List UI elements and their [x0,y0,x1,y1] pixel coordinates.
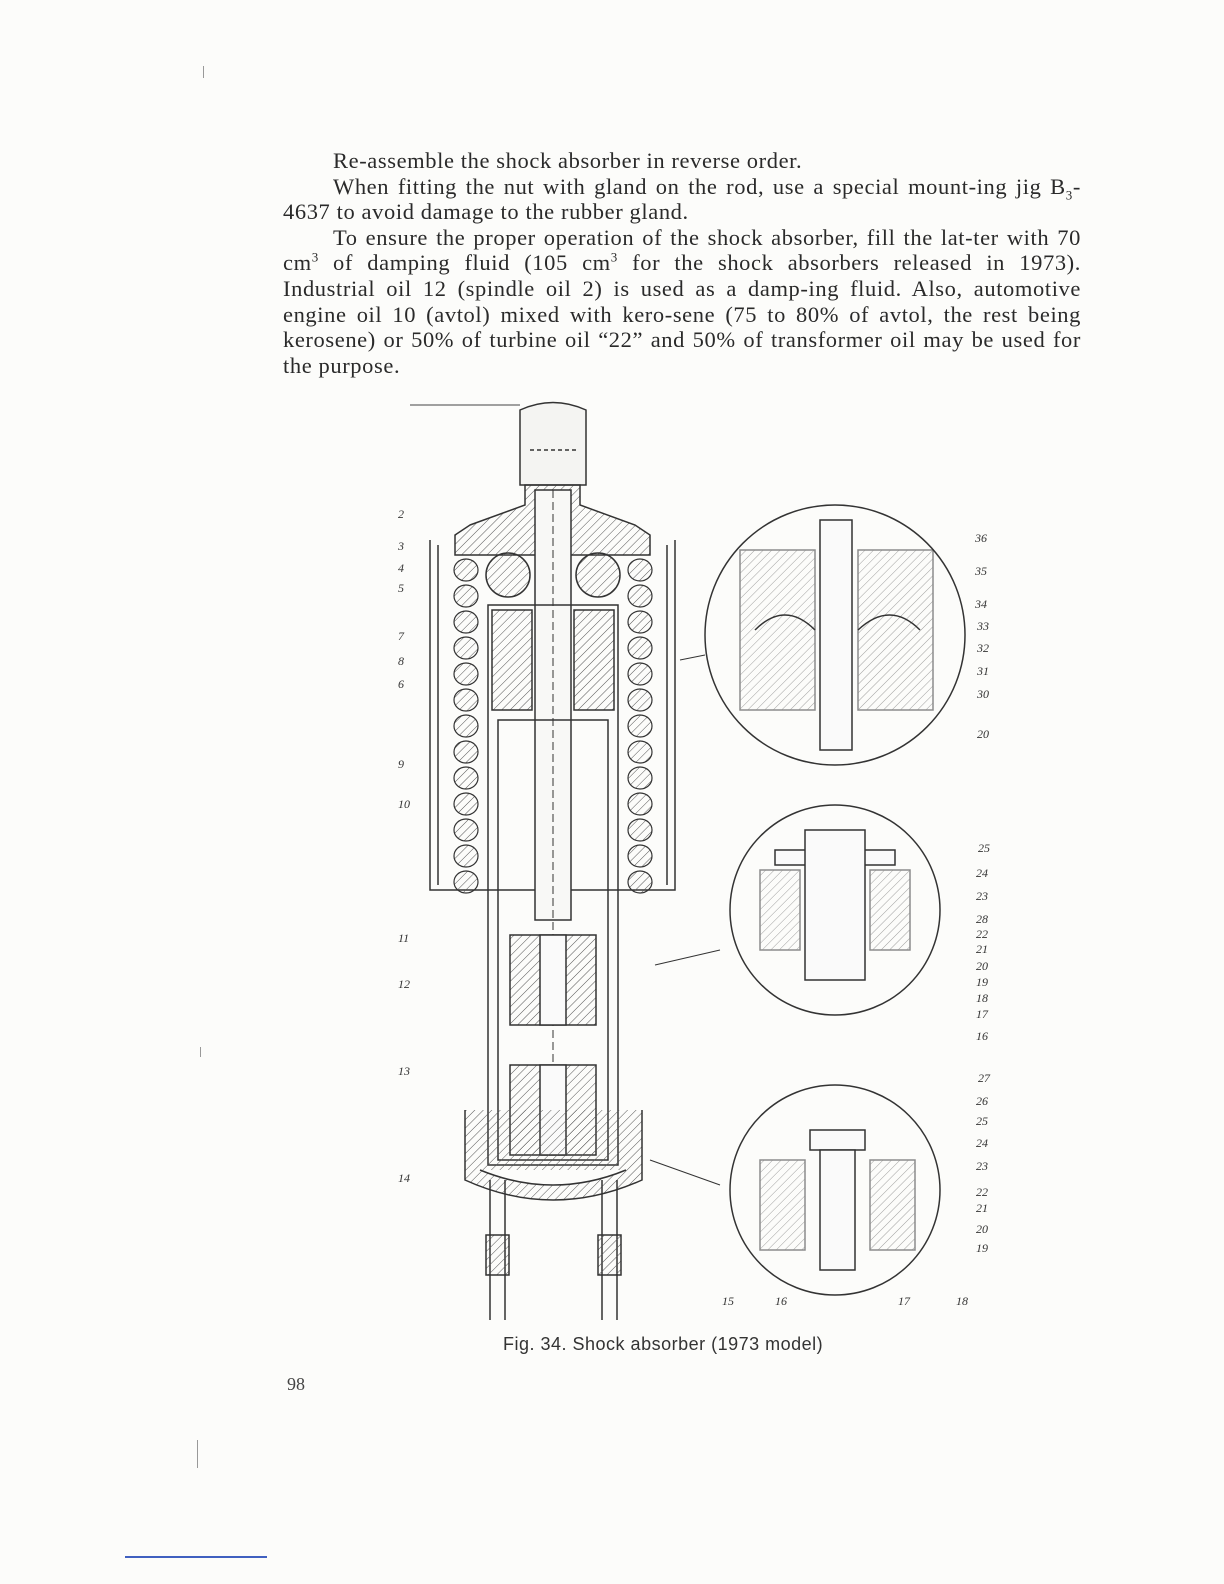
label-25: 25 [978,841,990,855]
label-3: 3 [398,539,404,553]
paragraph-reassemble: Re-assemble the shock absorber in reverse order. [333,148,803,173]
label-4: 4 [398,561,404,575]
label-15: 15 [722,1294,734,1308]
main-labels [397,507,410,1185]
detail-top [680,505,965,765]
label-18-bot: 18 [956,1294,968,1308]
label-19-bot: 19 [976,1241,988,1255]
label-24: 24 [976,866,988,880]
paragraph-damping-fluid: To ensure the proper operation of the shock absorber, fill the lat-ter with 70 $cm^3$ of damping fluid (105 $cm^3$ for the shock absorbers released in 1973). Industrial oil 12 (spindle oil 2) is used as a damp-ing fluid. Also, automotive engine oil 10 (avtol) mixed with kero-sene (75 to 80% of avtol, the rest being kerosene) or 50% of turbine oil “22” and 50% of transformer oil may be used for the purpose. [283,224,1081,378]
label-28: 28 [976,912,988,926]
margin-mark [197,1440,198,1468]
label-20-top: 20 [977,727,989,741]
figure-caption: Fig. 34. Shock absorber (1973 model) [503,1334,824,1354]
spring-coils-left [454,559,478,893]
label-32: 32 [977,641,989,655]
label-23: 23 [976,889,988,903]
label-13: 13 [398,1064,410,1078]
label-18: 18 [976,991,988,1005]
label-11: 11 [398,931,410,945]
label-26: 26 [976,1094,988,1108]
label-22-bot: 22 [976,1185,988,1199]
detail-top-labels [974,531,989,741]
page-number: 98 [287,1374,305,1394]
label-2: 2 [398,507,404,521]
label-35: 35 [975,564,987,578]
label-17: 17 [976,1007,988,1021]
spring-coils-right [628,559,652,893]
label-22: 22 [976,927,988,941]
label-30: 30 [977,687,989,701]
label-27: 27 [978,1071,990,1085]
label-12: 12 [398,977,410,991]
paragraph-nut-fitting: When fitting the nut with gland on the rod, use a special mount-ing jig $B_3-4637$ to avoid damage to the rubber gland. [283,173,1081,225]
label-17-bot: 17 [898,1294,910,1308]
label-23-bot: 23 [976,1159,988,1173]
label-6: 6 [398,677,404,691]
detail-bottom [650,1085,940,1295]
label-34: 34 [975,597,987,611]
label-16-bot: 16 [775,1294,787,1308]
label-7: 7 [398,629,404,643]
detail-middle-labels [976,841,990,1043]
label-33: 33 [977,619,989,633]
shock-absorber-figure [380,390,1030,1320]
body-text [283,148,1081,378]
detail-middle [655,805,940,1015]
label-36: 36 [975,531,987,545]
margin-mark [203,66,204,78]
label-24-bot: 24 [976,1136,988,1150]
label-31: 31 [977,664,989,678]
label-21: 21 [976,942,988,956]
label-8: 8 [398,654,404,668]
label-10: 10 [398,797,410,811]
label-20-bot: 20 [976,1222,988,1236]
footnote-rule [125,1556,267,1558]
label-16: 16 [976,1029,988,1043]
label-9: 9 [398,757,404,771]
label-25-bot: 25 [976,1114,988,1128]
label-20-mid: 20 [976,959,988,973]
shock-absorber-drawing [380,390,1030,1320]
label-19: 19 [976,975,988,989]
label-14: 14 [398,1171,410,1185]
label-21-bot: 21 [976,1201,988,1215]
margin-mark [200,1047,201,1057]
label-5: 5 [398,581,404,595]
